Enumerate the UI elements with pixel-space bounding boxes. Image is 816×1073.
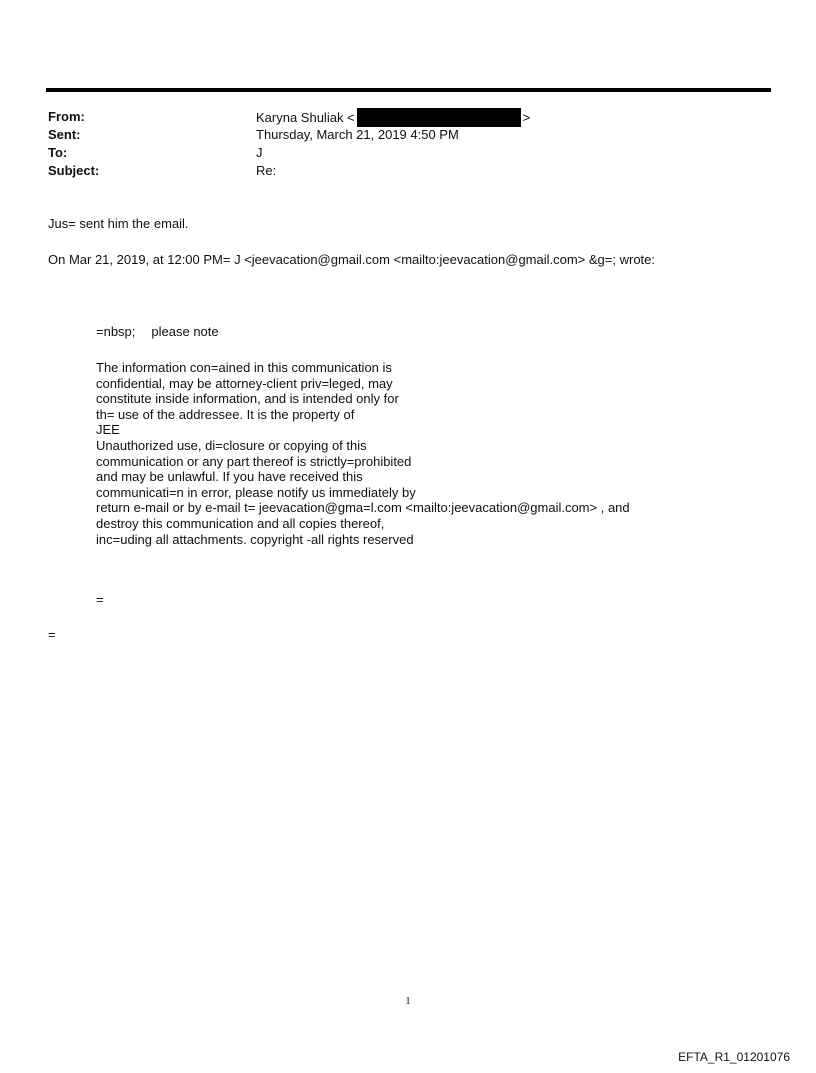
page-number: 1: [405, 995, 411, 1007]
disclaimer-line: th= use of the addressee. It is the property of: [96, 406, 355, 422]
to-label: To:: [48, 145, 68, 160]
disclaimer-line: communicati=n in error, please notify us immediately by: [96, 484, 416, 500]
subject-label: Subject:: [48, 163, 100, 178]
sent-label: Sent:: [48, 127, 81, 142]
disclaimer-line: JEE: [96, 422, 120, 438]
disclaimer-line: confidential, may be attorney-client priv=leged, may: [96, 375, 393, 391]
redaction-box: [357, 108, 521, 127]
disclaimer-block: [96, 360, 630, 547]
disclaimer-line: communication or any part thereof is strictly=prohibited: [96, 453, 412, 469]
outer-equals: =: [48, 627, 56, 642]
disclaimer-line: constitute inside information, and is intended only for: [96, 391, 399, 407]
from-name: Karyna Shuliak <: [256, 109, 355, 125]
quote-intro: On Mar 21, 2019, at 12:00 PM= J <jeevacation@gmail.com <mailto:jeevacation@gmail.com> &g=; wrote:: [48, 252, 656, 267]
sent-value: Thursday, March 21, 2019 4:50 PM: [256, 127, 459, 142]
disclaimer-line: Unauthorized use, di=closure or copying of this: [96, 437, 367, 453]
disclaimer-line: The information con=ained in this communication is: [96, 360, 392, 375]
bates-number: EFTA_R1_01201076: [678, 1050, 790, 1064]
disclaimer-line: return e-mail or by e-mail t= jeevacation@gma=l.com <mailto:jeevacation@gmail.com> , and: [96, 500, 630, 516]
subject-value: Re:: [256, 163, 277, 178]
disclaimer-line: destroy this communication and all copies thereof,: [96, 515, 385, 531]
from-value: [256, 108, 530, 127]
note-line: [96, 324, 219, 339]
reply-text: Jus= sent him the email.: [48, 216, 189, 231]
to-value: J: [256, 145, 263, 160]
header-rule: [46, 88, 771, 92]
note-prefix: =nbsp;: [96, 324, 136, 339]
from-label: From:: [48, 109, 85, 124]
disclaimer-line: inc=uding all attachments. copyright -all rights reserved: [96, 531, 414, 547]
note-text: please note: [151, 324, 219, 339]
disclaimer-line: and may be unlawful. If you have received this: [96, 469, 363, 485]
from-close-bracket: >: [522, 109, 531, 125]
inner-equals: =: [96, 592, 104, 607]
